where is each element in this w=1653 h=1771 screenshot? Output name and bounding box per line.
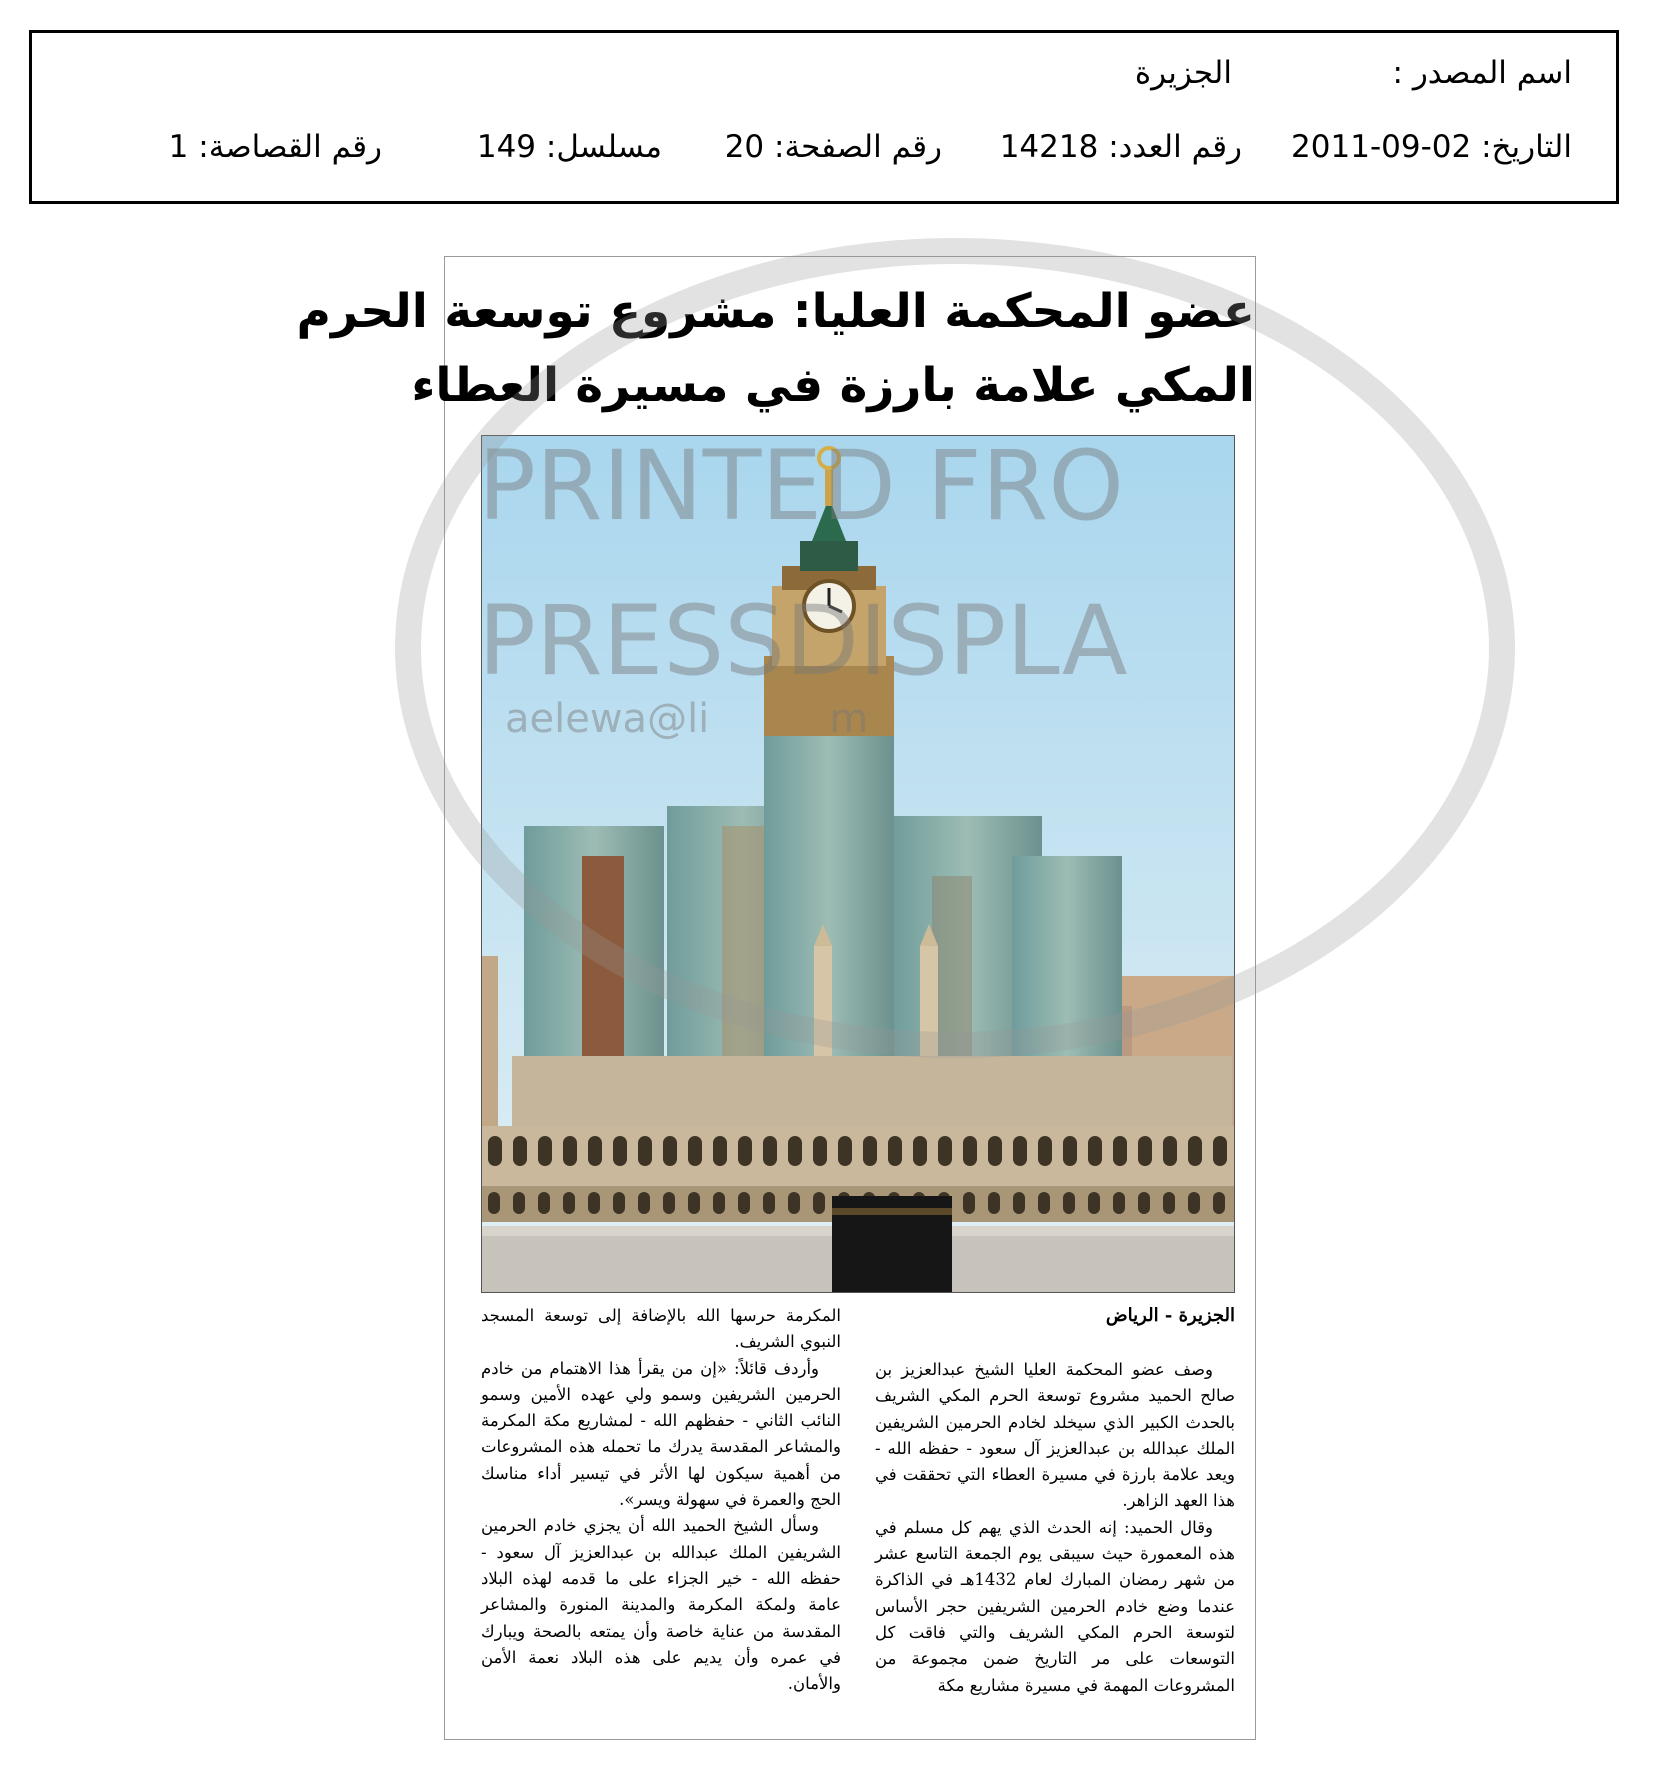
watermark-line-1: PRINTED FRO [478,430,1124,542]
arch-window [863,1136,877,1166]
arch-window [688,1192,700,1214]
article-headline [296,275,1255,423]
arch-window [888,1136,902,1166]
arch-window [988,1136,1002,1166]
arch-window [1113,1192,1125,1214]
arch-window [713,1136,727,1166]
page-value: 20 [724,129,765,165]
issue-field [1000,129,1242,165]
source-label: اسم المصدر : [1392,55,1572,91]
arch-window [813,1136,827,1166]
paragraph: وأردف قائلاً: «إن من يقرأ هذا الاهتمام من خادم الحرمين الشريفين وسمو ولي عهده الأمين وسمو النائب الثاني - حفظهم الله - لمشاريع مكة المكرمة والمشاعر المقدسة يدرك ما تحمله هذه المشروعات من أهمية سيكون لها الأثر في تيسير أداء مناسك الحج والعمرة في سهولة ويسر». [481,1358,841,1510]
date-field [1291,129,1572,165]
arch-window [938,1136,952,1166]
page-label: رقم الصفحة: [774,129,942,165]
arch-window [963,1136,977,1166]
page-field [725,129,942,165]
arch-window [638,1192,650,1214]
article-byline: الجزيرة - الرياض [1105,1305,1235,1326]
arch-window [563,1136,577,1166]
arch-window [1138,1192,1150,1214]
arch-window [1113,1136,1127,1166]
arch-window [1188,1136,1202,1166]
arch-window [663,1192,675,1214]
watermark-email-tail: m [829,696,869,742]
arch-window [1063,1192,1075,1214]
headline-line-2: المكي علامة بارزة في مسيرة العطاء [411,358,1255,413]
arch-window [813,1192,825,1214]
arch-window [1063,1136,1077,1166]
arch-window [1038,1192,1050,1214]
arch-window [513,1192,525,1214]
arch-window [913,1136,927,1166]
arch-window [1013,1192,1025,1214]
arch-window [613,1192,625,1214]
source-row [32,55,1622,95]
serial-field [477,129,662,165]
newspaper-clipping [296,256,1256,1740]
clip-label: رقم القصاصة: [198,129,382,165]
source-value: الجزيرة [1134,55,1232,91]
arch-window [788,1192,800,1214]
clip-field [169,129,382,165]
arch-window [488,1192,500,1214]
arch-window [1163,1192,1175,1214]
headline-line-1: عضو المحكمة العليا: مشروع توسعة الحرم [296,284,1255,339]
arch-window [513,1136,527,1166]
clock-tower-photo [482,436,1234,1292]
article-photo [481,435,1235,1293]
arch-window [763,1136,777,1166]
arch-window [963,1192,975,1214]
serial-label: مسلسل: [545,129,662,165]
metadata-box [29,30,1619,204]
arch-window [788,1136,802,1166]
details-row [32,129,1622,169]
paragraph: وصف عضو المحكمة العليا الشيخ عبدالعزيز بن صالح الحميد مشروع توسعة الحرم المكي الشريف بالحدث الكبير الذي سيخلد لخادم الحرمين الشريفين الملك عبدالله بن عبدالعزيز آل سعود - حفظه الله - ويعد علامة بارزة في مسيرة العطاء التي تحققت في هذا العهد الزاهر. [875,1360,1235,1511]
arch-window [738,1192,750,1214]
arch-window [838,1136,852,1166]
arch-window [988,1192,1000,1214]
paragraph: وقال الحميد: إنه الحدث الذي يهم كل مسلم في هذه المعمورة حيث سيبقى يوم الجمعة التاسع عشر من شهر رمضان المبارك لعام 1432هـ في الذاكرة عندما وضع خادم الحرمين الشريفين حجر الأساس لتوسعة الحرم المكي الشريف والتي فاقت كل التوسعات على مر التاريخ ضمن مجموعة من المشروعات المهمة في مسيرة مشاريع مكة [875,1517,1235,1695]
issue-label: رقم العدد: [1108,129,1242,165]
arch-window [1088,1192,1100,1214]
arch-window [1213,1192,1225,1214]
arch-window [638,1136,652,1166]
paragraph: المكرمة حرسها الله بالإضافة إلى توسعة المسجد النبوي الشريف. [481,1306,841,1352]
watermark-email: aelewa@li [505,696,710,742]
arch-window [613,1136,627,1166]
arch-window [1188,1192,1200,1214]
date-label: التاريخ: [1481,129,1572,165]
arch-window [688,1136,702,1166]
arch-window [713,1192,725,1214]
arch-window [663,1136,677,1166]
clip-value: 1 [168,129,189,165]
arch-window [1038,1136,1052,1166]
arch-window [538,1192,550,1214]
arch-window [738,1136,752,1166]
arch-window [1163,1136,1177,1166]
arch-window [1138,1136,1152,1166]
arch-window [538,1136,552,1166]
watermark-line-2: PRESSDISPLA [478,585,1128,697]
arch-window [588,1136,602,1166]
arch-window [1213,1136,1227,1166]
arch-window [1088,1136,1102,1166]
date-value: 2011-09-02 [1291,129,1472,165]
arch-window [588,1192,600,1214]
arch-window [1013,1136,1027,1166]
article-column-left [481,1303,841,1697]
arch-window [763,1192,775,1214]
issue-value: 14218 [999,129,1099,165]
paragraph: وسأل الشيخ الحميد الله أن يجزي خادم الحرمين الشريفين الملك عبدالله بن عبدالعزيز آل سعود - حفظه الله - خير الجزاء على ما قدمه لهذه البلاد عامة ولمكة المكرمة والمدينة المنورة والمشاعر المقدسة من عناية خاصة وأن يمتعه بالصحة ويبارك في عمره وأن يديم على هذه البلاد نعمة الأمن والأمان. [481,1516,841,1694]
serial-value: 149 [476,129,537,165]
arch-window [488,1136,502,1166]
article-column-right [875,1329,1235,1699]
arch-window [563,1192,575,1214]
